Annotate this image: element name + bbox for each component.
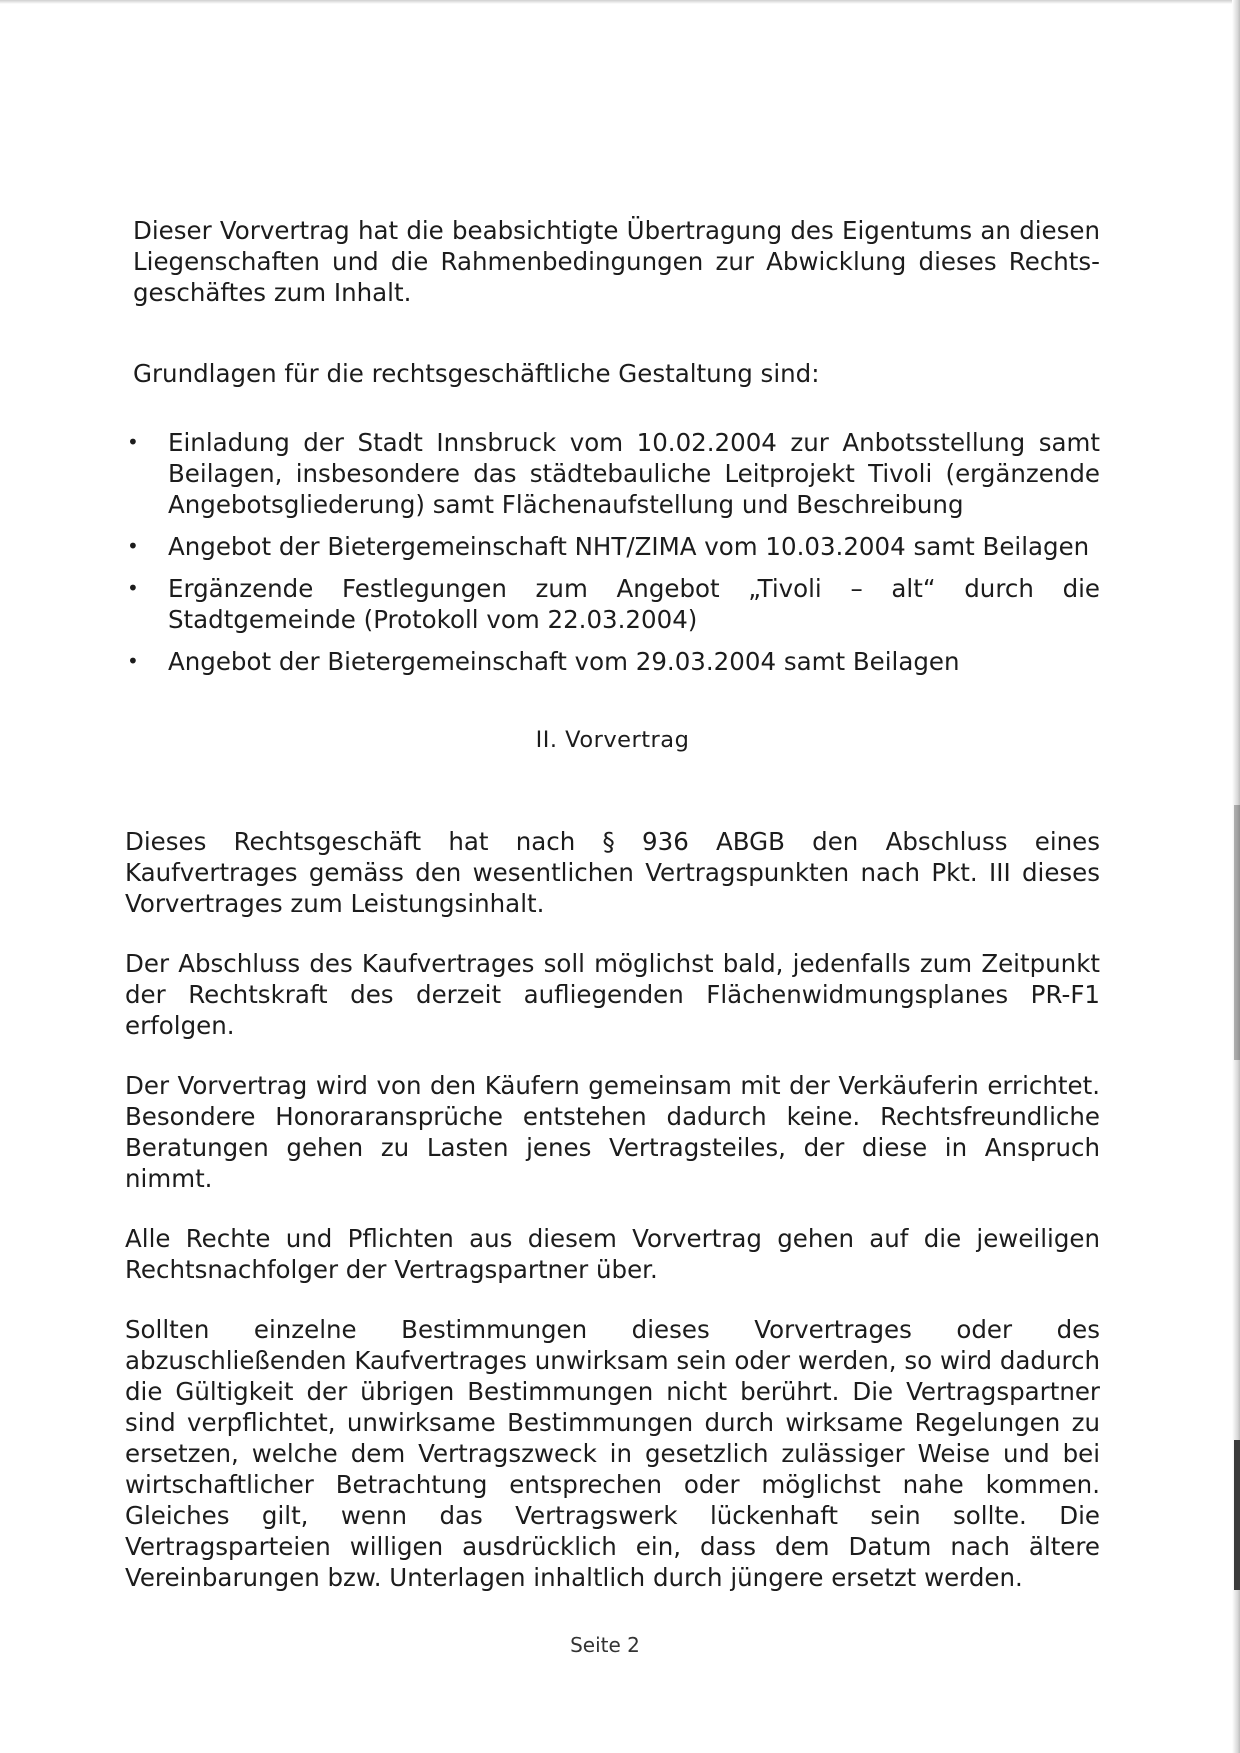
basis-list [125, 427, 1100, 677]
basis-item-text: Ergänzende Festlegungen zum Angebot „Tivoli – alt“ durch die Stadtgemeinde (Protokoll vom 22.03.2004) [168, 574, 1100, 634]
document-page [125, 215, 1100, 1622]
bullet-icon: • [127, 649, 139, 673]
section-heading: II. Vorvertrag [535, 727, 690, 753]
basis-item [125, 531, 1100, 562]
bullet-icon: • [127, 576, 139, 600]
basis-item [125, 646, 1100, 677]
scan-edge-top [0, 0, 1240, 4]
basis-item-text: Einladung der Stadt Innsbruck vom 10.02.2004 zur Anbotsstellung samt Beilagen, insbesondere das städtebauliche Leitprojekt Tivoli (ergänzende Angebotsgliederung) samt Flächenaufstellung und Beschreibung [168, 428, 1100, 519]
bullet-icon: • [127, 534, 139, 558]
page-number: Seite 2 [570, 1633, 640, 1657]
bullet-icon: • [127, 430, 139, 454]
basis-item [125, 573, 1100, 635]
body-paragraph-1: Dieses Rechtsgeschäft hat nach § 936 ABGB den Abschluss eines Kaufvertrages gemäss den wesentlichen Vertragspunkten nach Pkt. III dieses Vorvertrages zum Leistungsinhalt. [125, 827, 1100, 918]
basis-item [125, 427, 1100, 520]
body-paragraph-3: Der Vorvertrag wird von den Käufern gemeinsam mit der Verkäuferin errichtet. Besondere Honoraransprüche entstehen dadurch keine. Rechtsfreundliche Beratungen gehen zu Lasten jenes Vertragsteiles, der diese in Anspruch nimmt. [125, 1071, 1100, 1193]
basis-intro: Grundlagen für die rechtsgeschäftliche Gestaltung sind: [133, 359, 820, 388]
basis-item-text: Angebot der Bietergemeinschaft NHT/ZIMA vom 10.03.2004 samt Beilagen [168, 532, 1090, 561]
basis-item-text: Angebot der Bietergemeinschaft vom 29.03.2004 samt Beilagen [168, 647, 960, 676]
intro-paragraph: Dieser Vorvertrag hat die beabsichtigte Übertragung des Eigentums an diesen Liegenschaften und die Rahmenbedingungen zur Abwicklung dieses Rechts-geschäftes zum Inhalt. [133, 216, 1100, 307]
body-paragraph-2: Der Abschluss des Kaufvertrages soll möglichst bald, jedenfalls zum Zeitpunkt der Rechtskraft des derzeit aufliegenden Flächenwidmungsplanes PR-F1 erfolgen. [125, 949, 1100, 1040]
body-paragraph-4: Alle Rechte und Pflichten aus diesem Vorvertrag gehen auf die jeweiligen Rechtsnachfolger der Vertragspartner über. [125, 1224, 1100, 1284]
scan-mark-2 [1234, 1440, 1240, 1590]
body-paragraph-5: Sollten einzelne Bestimmungen dieses Vorvertrages oder des abzuschließenden Kaufvertrages unwirksam sein oder werden, so wird dadurch die Gültigkeit der übrigen Bestimmungen nicht berührt. Die Vertragspartner sind verpflichtet, unwirksame Bestimmungen durch wirksame Regelungen zu ersetzen, welche dem Vertragszweck in gesetzlich zulässiger Weise und bei wirtschaftlicher Betrachtung entsprechen oder möglichst nahe kommen. Gleiches gilt, wenn das Vertragswerk lückenhaft sein sollte. Die Vertragsparteien willigen ausdrücklich ein, dass dem Datum nach ältere Vereinbarungen bzw. Unterlagen inhaltlich durch jüngere ersetzt werden. [125, 1315, 1100, 1592]
scan-mark-1 [1234, 805, 1240, 1060]
